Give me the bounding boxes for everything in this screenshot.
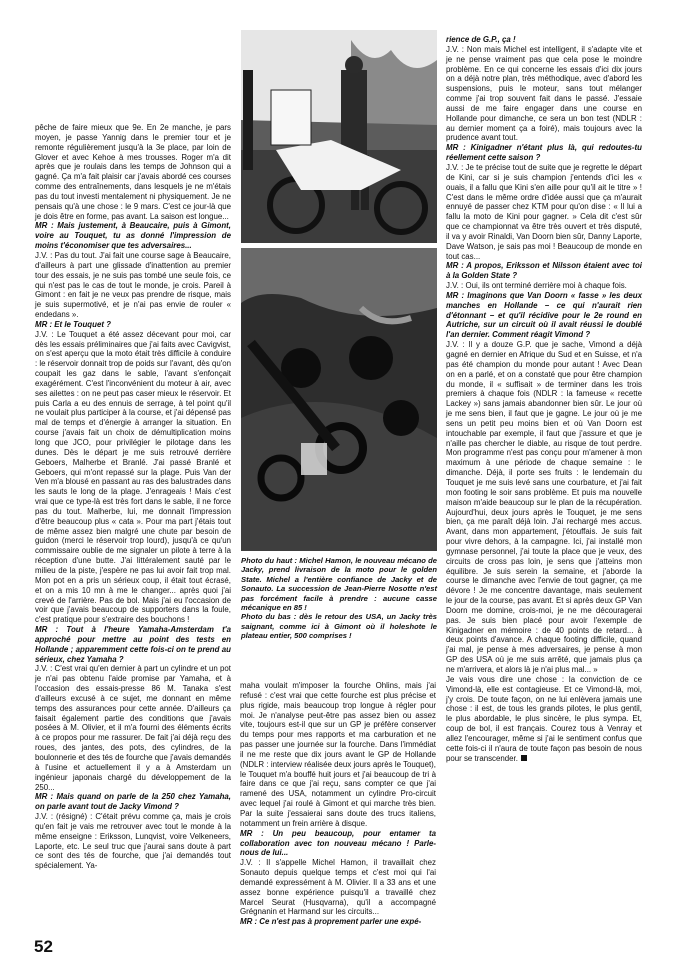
article-paragraph: J.V. : Non mais Michel est intelligent, il s'adapte vite et je ne pense vraiment pas que cela pose le moindre problème. En ce qui concerne les essais d'ici dix jours on a déjà notre plan, très méthodique, avec d'abord les suspensions, puis le moteur, sans tout mélanger comme j'ai trop souvent fait dans le passé. J'essaie aussi de me faire engager dans une course en Hollande pour dimanche, ce sera un bon test (NDLR : au dernier moment ça a foiré), mais toujours avec la prudence avant tout. <box>446 44 642 143</box>
article-paragraph: J.V. : Oui, ils ont terminé derrière moi à chaque fois. <box>446 281 627 291</box>
article-paragraph: Je vais vous dire une chose : la conviction de ce Vimond-là, elle est contagieuse. Et ce Vimond-là, moi, j'y crois. De toute façon, on ne lui enlèvera jamais une chose : il est, de tous les grands pilotes, le plus gentil, le plus abordable, le plus sincère, le plus sympa. Et, coup de bol, il est français. Courez tous à Venray et allez l'encourager, même si j'ai le sentiment confus que cette fois-ci il n'aura de toute façon pas besoin de nous pour se transcender. <box>446 674 642 763</box>
article-paragraph: J.V. : C'est vrai qu'en dernier à part un cylindre et un pot je n'ai pas obtenu l'aide promise par Yamaha, et à l'occasion des essais-presse 86 M. Tanaka s'est d'ailleurs excusé à ce sujet, me donnant en même temps des assurances pour cette année. D'ailleurs ça faisait également partie des conditions que j'avais posées à M. Olivier, et il m'a fourni des éléments écrits à ce propos pour me rassurer. De fait j'ai déjà reçu des roues, des jantes, des pots, des cylindres, de la boulonnerie et des tés de fourche que j'avais demandés à l'usine et actuellement il y a à Amsterdam un ingénieur japonais chargé du développement de la 250... <box>35 664 231 792</box>
bottom-photo <box>241 248 437 551</box>
mechanic-with-motorcycle-image <box>241 30 437 243</box>
interview-question: MR : Kinigadner n'étant plus là, qui redoutes-tu réellement cette saison ? <box>446 143 642 163</box>
interview-question: MR : Et le Touquet ? <box>35 319 111 329</box>
end-of-article-mark <box>521 755 527 761</box>
article-paragraph: J.V. : Il s'appelle Michel Hamon, il travaillait chez Sonauto depuis quelque temps et c'est moi qui l'ai demandé expressément à M. Olivier. Il a 33 ans et une assez bonne expérience puisqu'il a travaillé chez Marcel Seurat (Husqvarna), qu'il a accompagné Grégnanin et Harmand sur les circuits... <box>240 858 436 917</box>
article-paragraph: J.V. : Pas du tout. J'ai fait une course sage à Beaucaire, d'ailleurs à part une glissade d'inattention au premier tour des essais, je ne suis pas tombé une seule fois, ce qui n'est pas le cas de tout le monde, je crois. Pareil à Gimont : en fait je ne veux pas prendre de risque, mais je suis supermotivé, et je n'ai pas envie de rouler « endedans ». <box>35 250 231 320</box>
interview-question: MR : A propos, Eriksson et Nilsson étaient avec toi à la Golden State ? <box>446 261 642 281</box>
column-1 <box>35 123 231 871</box>
article-paragraph: J.V. : Je te précise tout de suite que je regrette le départ de Kini, car si je suis champion j'entends d'ici les « ouais, il a fallu que Kini s'en aille pour qu'il ait le titre » ! C'est dans le même ordre d'idée aussi que ça m'aurait ennuyé de passer chez KTM pour qu'on dise : « Il lui a fallu la moto de Kini pour gagner. » Cela dit c'est sûr que ce championnat va être très ouvert et très disputé, il va y avoir Rinaldi, Van Doorn bien sûr, Danny Laporte, Dave Watson, je sais pas moi ! Beaucoup de monde en tout cas... <box>446 162 642 261</box>
top-photo <box>241 30 437 243</box>
article-paragraph: pêche de faire mieux que 9e. En 2e manche, je pars moyen, je passe Yannig dans le premier tour et je remonte régulièrement jusqu'à la 3e place, par loin de Glover et avec Kehoe à mes trousses. Roger m'a dit après que je roulais dans les temps de Johnson qui a gagné. Ça m'a fait plaisir car j'avais abordé ces courses comme des entraînements, dans lesquels je ne m'étais pas du tout investi mentalement ni physiquement. Je ne pensais qu'à une chose : le 9 mars. C'est ce jour-là que je dois être en forme, pas avant. La saison est longue... <box>35 123 231 221</box>
column-3 <box>446 35 642 763</box>
interview-question: MR : Tout à l'heure Yamaha-Amsterdam t'a approché pour mettre au point des tests en Hollande ; apparemment cette fois-ci on te prend au sérieux, chez Yamaha ? <box>35 625 231 664</box>
caption-top: Photo du haut : Michel Hamon, le nouveau mécano de Jacky, prend livraison de la moto pour le golden State. Michel a l'entière confiance de Jacky et de Sonauto. La succession de Jean-Pierre Nosotte n'est pas forcément facile à prendre : aucune casse mécanique en 85 ! <box>241 556 437 613</box>
article-paragraph: maha voulait m'imposer la fourche Ohlins, mais j'ai refusé : c'est vrai que cette fourche est plus précise et plus rigide, mais beaucoup trop longue à régler pour moi. Je n'analyse peut-être pas assez bien ou assez vite, toujours est-il que sur un GP je préfère conserver du temps pour mes rapports et ma carburation et ne pas passer une journée sur la fourche. Dans l'immédiat il ne me reste que dix jours avant le GP de Hollande (NDLR : interview réalisée deux jours après le Touquet), le Touquet m'a bouffé huit jours et j'ai beaucoup de tri à faire dans ce que j'ai reçu, sans compter ce que j'ai ramené des USA, notamment un cylindre Pro-circuit avec lequel j'ai roulé à Gimont et qui marche très bien. Par la suite j'essaierai sans doute des trucs italiens, notamment un frein arrière à disque. <box>240 681 436 828</box>
caption-bottom: Photo du bas : dès le retour des USA, un Jacky très saignant, comme ici à Gimont où il holeshote le plateau entier, 500 comprises ! <box>241 612 437 641</box>
interview-question: MR : Ce n'est pas à proprement parler une expé- <box>240 917 422 927</box>
article-paragraph: J.V. : Il y a douze G.P. que je sache, Vimond a déjà gagné en dernier en Afrique du Sud et en Suisse, et n'a pas été champion du monde pour autant ! Avec Dean on en a parlé, et on a constaté que pour être champion du monde, il « suffisait » de terminer dans les trois premiers à chaque fois (NDLR : la fameuse « recette Lackey ») sans jamais abandonner bien sûr. Le jour où je me sens bien, il faut que je gagne. Le jour où je me sens un petit peu moins bien et où Van Doorn est intouchable par exemple, il faut que j'assure et que je n'aille pas chercher le diable, au risque de tout perdre. Mon programme n'est pas conçu pour m'amener à mon maximum à une période de chaque semaine : le dimanche. Déjà, il porte ses fruits : le lendemain du Touquet je me suis levé sans une courbature, et j'ai fait mon footing le soir sans problème. Et puis ma nouvelle maison m'aide beaucoup sur le plan de la récupération. Aujourd'hui, deux jours après le Touquet, je me sens bien, ça me paraît déjà loin. J'ai rechargé mes accus. Avant, dans mon appartement, j'étouffais. Je suis fait pour vivre dehors, à la campagne. Ici, j'ai installé mon gymnase personnel, j'ai toute la place que je veux, des circuits de cross pas loin, je sens que j'atteins mon équilibre. Je suis serein la semaine, et j'aborde la course le dimanche avec l'envie de tout gagner, ça me dévore ! Je me concentre davantage, mais seulement le jour de la course, pas avant. Et si après deux GP Van Doorn me domine, crois-moi, je ne me découragerai pas. Je suis bien placé pour avoir l'exemple de Kinigadner en mémoire : de 40 points de retard... à deux points d'avance. A chaque footing difficile, quand j'ai mal, je pense à mes adversaires, je pense à mon GP des USA où je me suis arrêté, que jamais plus ça ne m'arrivera, et alors là je n'ai plus mal... » <box>446 340 642 674</box>
article-paragraph: J.V. : Le Touquet a été assez décevant pour moi, car dès les essais préliminaires que j'ai faits avec Cavigvist, on s'est aperçu que la moto était très difficile à conduire : le réservoir donnait trop de poids sur l'avant, dès qu'on coupait les gaz dans le sable, l'avant s'enfonçait exagérément. C'est l'inconvénient du moteur à air, avec ses ailettes : on ne peut pas caser mieux le réservoir. Et puis Carla a eu des ennuis de serrage, à tel point qu'il ne voulait plus participer à la course, et j'ai dépensé pas mal de temps et d'énergie à arranger la situation. En course j'avais fait un choix de démultiplication moins long que JCO, pour privilégier le pilotage dans les dunes. Dès le départ je me suis retrouvé derrière Geboers, Malherbe et Branlé. J'ai passé Branlé et Geboers, qui m'ont repassé sur la plage. Puis Van der Ven m'a blousé en passant au ras des balustrades dans les sauts le long de la plage. J'enrageais ! Mais c'est vrai que ce type-là est très fort dans le sable, il ne force pas du tout. Malherbe, lui, me donnait l'impression d'être beaucoup plus « cata ». Pour ma part j'étais tout de même assez bien malgré une chute par besoin de guidon (merci le réservoir trop lourd), jusqu'à ce qu'un commissaire oublie de me signaler un pilote à terre à la réception d'une butte. J'ai littéralement sauté par le milieu de la piste, j'espère ne pas lui avoir fait trop mal. Mon pot en a pris un sérieux coup, il était tout écrasé, et on a mis 10 mn à me le changer... après quoi j'ai crevé de l'arrière. Pas de bol. Mais j'ai eu l'occasion de voir que j'avais beaucoup de supporters dans la foule, c'est pratique pour s'extraire des bouchons ! <box>35 329 231 625</box>
interview-question: MR : Un peu beaucoup, pour entamer ta collaboration avec ton nouveau mécano ! Parle-nous de lui... <box>240 828 436 858</box>
column-2 <box>240 681 436 927</box>
page-number: 52 <box>34 937 53 956</box>
photo-caption <box>241 556 437 641</box>
interview-question: MR : Mais quand on parle de la 250 chez Yamaha, on parle avant tout de Jacky Vimond ? <box>35 792 231 812</box>
article-paragraph: J.V. : (résigné) : C'était prévu comme ça, mais je crois qu'en fait je vais me retrouver avec tout le monde à la même enseigne : Eriksson, Lunqvist, voire Velkeneers, Laporte, etc. Le seul truc que j'aurai sans doute à part ce sont des tés de fourche, que j'ai demandés tout spécialement. Ya- <box>35 812 231 871</box>
motocross-start-image <box>241 248 437 551</box>
interview-question: MR : Imaginons que Van Doorn « fasse » les deux manches en Hollande – ce qui n'aurait rien d'étonnant – et qu'il récidive pour le 2e round en Autriche, sur un circuit où il avait réussi le doublé l'an dernier. Comment réagit Vimond ? <box>446 290 642 340</box>
interview-question: rience de G.P., ça ! <box>446 35 516 44</box>
interview-question: MR : Mais justement, à Beaucaire, puis à Gimont, voire au Touquet, tu as donné l'impression de moins t'économiser que tes adversaires... <box>35 221 231 251</box>
